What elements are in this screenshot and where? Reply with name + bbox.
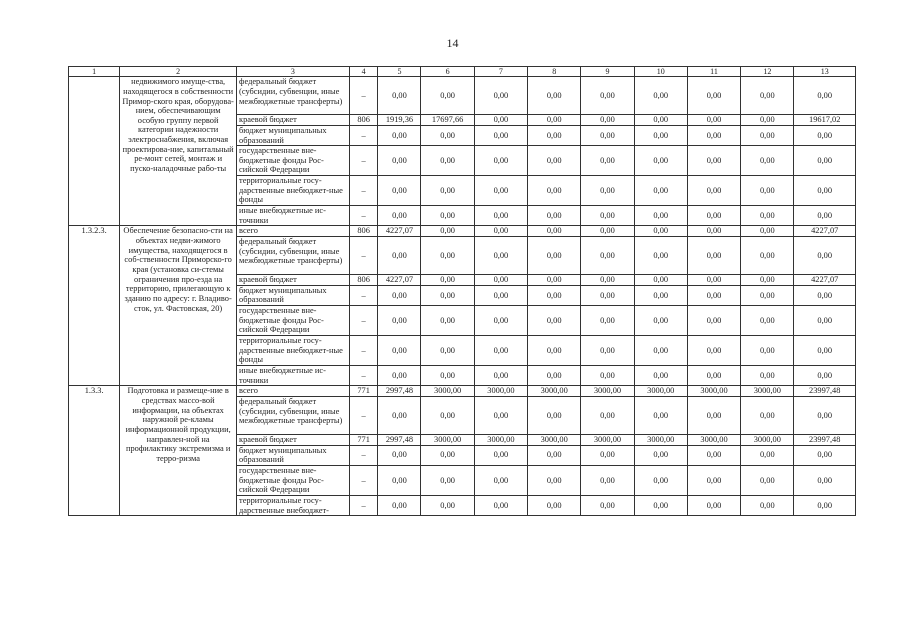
amount-cell: 0,00 — [378, 237, 421, 275]
amount-cell: 0,00 — [581, 77, 634, 115]
amount-cell: 0,00 — [421, 176, 474, 206]
amount-cell: 0,00 — [634, 237, 687, 275]
amount-cell: 0,00 — [474, 146, 527, 176]
amount-cell: 0,00 — [741, 146, 794, 176]
amount-cell: 0,00 — [528, 275, 581, 286]
amount-cell: 0,00 — [378, 125, 421, 145]
amount-cell: 0,00 — [634, 176, 687, 206]
amount-cell: 0,00 — [528, 465, 581, 495]
amount-cell: 0,00 — [474, 77, 527, 115]
column-header: 3 — [237, 67, 350, 77]
amount-cell: 0,00 — [581, 396, 634, 434]
amount-cell: 0,00 — [378, 306, 421, 336]
amount-cell: 0,00 — [421, 146, 474, 176]
amount-cell: 0,00 — [474, 306, 527, 336]
amount-cell: 0,00 — [581, 237, 634, 275]
amount-cell: 0,00 — [474, 465, 527, 495]
amount-cell: 0,00 — [794, 445, 856, 465]
item-description: недвижимого имуще-ства, находящегося в собственности Примор-ского края, оборудова-нием, обеспечивающим особую группу первой категории надежности электроснабжения, включая проектирова-ние, капитальный ре-монт сетей, монтаж и пуско-наладочные рабо-ты — [120, 77, 237, 226]
amount-cell: 3000,00 — [741, 434, 794, 445]
funding-source: федеральный бюджет (субсидии, субвенции, иные межбюджетные трансферты) — [237, 237, 350, 275]
amount-cell: 0,00 — [474, 237, 527, 275]
amount-cell: 0,00 — [687, 336, 740, 366]
amount-cell: 0,00 — [581, 226, 634, 237]
funding-source: краевой бюджет — [237, 275, 350, 286]
column-header: 4 — [349, 67, 378, 77]
item-description: Обеспечение безопасно-сти на объектах недви-жимого имущества, находящегося в соб-ственности Приморско-го края (установка си-стемы ограничения про-езда на территорию, прилегающую к зданию по адресу: г. Владиво-сток, ул. Фастовская, 20) — [120, 226, 237, 386]
amount-cell: 3000,00 — [687, 386, 740, 397]
amount-cell: 0,00 — [741, 206, 794, 226]
amount-cell: 0,00 — [528, 285, 581, 305]
amount-cell: – — [349, 465, 378, 495]
amount-cell: 0,00 — [378, 176, 421, 206]
amount-cell: 0,00 — [581, 285, 634, 305]
amount-cell: 0,00 — [794, 237, 856, 275]
funding-source: территориальные госу-дарственные внебюджет-ные фонды — [237, 176, 350, 206]
amount-cell: 0,00 — [378, 396, 421, 434]
amount-cell: 0,00 — [741, 336, 794, 366]
amount-cell: 0,00 — [634, 275, 687, 286]
amount-cell: 1919,36 — [378, 115, 421, 126]
funding-source: государственные вне-бюджетные фонды Рос-сийской Федерации — [237, 146, 350, 176]
table-row — [69, 226, 856, 237]
amount-cell: 3000,00 — [634, 434, 687, 445]
amount-cell: 0,00 — [528, 365, 581, 385]
amount-cell: 0,00 — [474, 125, 527, 145]
amount-cell: 0,00 — [421, 285, 474, 305]
amount-cell: 0,00 — [687, 146, 740, 176]
amount-cell: 0,00 — [634, 445, 687, 465]
amount-cell: 2997,48 — [378, 386, 421, 397]
amount-cell: 3000,00 — [581, 434, 634, 445]
column-header: 11 — [687, 67, 740, 77]
funding-source: бюджет муниципальных образований — [237, 285, 350, 305]
amount-cell: 0,00 — [528, 306, 581, 336]
amount-cell: 3000,00 — [421, 434, 474, 445]
column-header: 1 — [69, 67, 120, 77]
amount-cell: 0,00 — [794, 77, 856, 115]
amount-cell: – — [349, 125, 378, 145]
amount-cell: 0,00 — [794, 285, 856, 305]
amount-cell: – — [349, 365, 378, 385]
amount-cell: 0,00 — [528, 77, 581, 115]
amount-cell: 0,00 — [421, 306, 474, 336]
item-code — [69, 77, 120, 226]
amount-cell: 0,00 — [687, 365, 740, 385]
funding-source: территориальные госу-дарственные внебюджет- — [237, 495, 350, 515]
amount-cell: 0,00 — [474, 176, 527, 206]
amount-cell: 0,00 — [687, 206, 740, 226]
amount-cell: 0,00 — [794, 336, 856, 366]
amount-cell: 0,00 — [421, 206, 474, 226]
amount-cell: 0,00 — [634, 396, 687, 434]
amount-cell: 806 — [349, 226, 378, 237]
amount-cell: – — [349, 176, 378, 206]
amount-cell: 0,00 — [634, 285, 687, 305]
column-header: 8 — [528, 67, 581, 77]
amount-cell: 0,00 — [634, 206, 687, 226]
column-header: 5 — [378, 67, 421, 77]
amount-cell: 0,00 — [474, 396, 527, 434]
amount-cell: 0,00 — [528, 206, 581, 226]
funding-source: федеральный бюджет (субсидии, субвенции, иные межбюджетные трансферты) — [237, 396, 350, 434]
amount-cell: 0,00 — [528, 445, 581, 465]
amount-cell: 0,00 — [378, 495, 421, 515]
amount-cell: 0,00 — [581, 495, 634, 515]
amount-cell: 0,00 — [634, 336, 687, 366]
column-header: 7 — [474, 67, 527, 77]
item-description: Подготовка и размеще-ние в средствах массо-вой информации, на объектах наружной ре-кламы информационной продукции, направлен-ной на профилактику экстремизма и терро-ризма — [120, 386, 237, 516]
amount-cell: 0,00 — [421, 396, 474, 434]
amount-cell: 0,00 — [741, 77, 794, 115]
amount-cell: 806 — [349, 275, 378, 286]
amount-cell: 0,00 — [634, 465, 687, 495]
amount-cell: 0,00 — [421, 336, 474, 366]
amount-cell: 3000,00 — [634, 386, 687, 397]
amount-cell: 0,00 — [794, 146, 856, 176]
amount-cell: 0,00 — [581, 365, 634, 385]
amount-cell: – — [349, 285, 378, 305]
amount-cell: 0,00 — [687, 495, 740, 515]
funding-source: краевой бюджет — [237, 434, 350, 445]
amount-cell: 0,00 — [378, 206, 421, 226]
amount-cell: 0,00 — [634, 306, 687, 336]
amount-cell: 0,00 — [528, 176, 581, 206]
column-header: 9 — [581, 67, 634, 77]
funding-source: территориальные госу-дарственные внебюджет-ные фонды — [237, 336, 350, 366]
amount-cell: 0,00 — [741, 176, 794, 206]
amount-cell: 0,00 — [634, 495, 687, 515]
amount-cell: 0,00 — [474, 336, 527, 366]
item-code: 1.3.2.3. — [69, 226, 120, 386]
funding-source: федеральный бюджет (субсидии, субвенции, иные межбюджетные трансферты) — [237, 77, 350, 115]
amount-cell: 0,00 — [378, 146, 421, 176]
amount-cell: 0,00 — [421, 445, 474, 465]
amount-cell: – — [349, 237, 378, 275]
column-header: 2 — [120, 67, 237, 77]
amount-cell: 0,00 — [528, 125, 581, 145]
amount-cell: 0,00 — [687, 125, 740, 145]
amount-cell: – — [349, 77, 378, 115]
amount-cell: 0,00 — [794, 365, 856, 385]
amount-cell: 0,00 — [528, 146, 581, 176]
funding-source: иные внебюджетные ис-точники — [237, 206, 350, 226]
amount-cell: 0,00 — [634, 226, 687, 237]
amount-cell: 0,00 — [687, 465, 740, 495]
amount-cell: 0,00 — [421, 77, 474, 115]
amount-cell: 0,00 — [794, 396, 856, 434]
amount-cell: 0,00 — [378, 465, 421, 495]
amount-cell: 0,00 — [794, 176, 856, 206]
amount-cell: 0,00 — [581, 306, 634, 336]
amount-cell: 3000,00 — [581, 386, 634, 397]
amount-cell: – — [349, 336, 378, 366]
funding-source: всего — [237, 386, 350, 397]
amount-cell: 0,00 — [581, 125, 634, 145]
amount-cell: 2997,48 — [378, 434, 421, 445]
table-row — [69, 386, 856, 397]
amount-cell: 3000,00 — [741, 386, 794, 397]
funding-source: всего — [237, 226, 350, 237]
amount-cell: 0,00 — [687, 445, 740, 465]
amount-cell: 0,00 — [687, 115, 740, 126]
amount-cell: – — [349, 396, 378, 434]
amount-cell: 3000,00 — [528, 386, 581, 397]
amount-cell: 0,00 — [474, 206, 527, 226]
amount-cell: 0,00 — [528, 237, 581, 275]
amount-cell: 19617,02 — [794, 115, 856, 126]
amount-cell: 0,00 — [794, 206, 856, 226]
amount-cell: 0,00 — [741, 396, 794, 434]
amount-cell: 0,00 — [474, 365, 527, 385]
funding-source: государственные вне-бюджетные фонды Рос-сийской Федерации — [237, 465, 350, 495]
amount-cell: 0,00 — [741, 445, 794, 465]
amount-cell: 0,00 — [741, 306, 794, 336]
amount-cell: 0,00 — [581, 465, 634, 495]
amount-cell: – — [349, 206, 378, 226]
amount-cell: 4227,07 — [378, 226, 421, 237]
amount-cell: 4227,07 — [378, 275, 421, 286]
amount-cell: 0,00 — [474, 285, 527, 305]
amount-cell: 0,00 — [528, 115, 581, 126]
amount-cell: 0,00 — [474, 226, 527, 237]
amount-cell: 23997,48 — [794, 434, 856, 445]
amount-cell: 806 — [349, 115, 378, 126]
amount-cell: 0,00 — [378, 445, 421, 465]
funding-source: иные внебюджетные ис-точники — [237, 365, 350, 385]
amount-cell: 17697,66 — [421, 115, 474, 126]
amount-cell: 0,00 — [581, 115, 634, 126]
amount-cell: 0,00 — [687, 77, 740, 115]
item-code: 1.3.3. — [69, 386, 120, 516]
amount-cell: 0,00 — [581, 206, 634, 226]
amount-cell: 0,00 — [741, 226, 794, 237]
amount-cell: 0,00 — [378, 365, 421, 385]
amount-cell: – — [349, 306, 378, 336]
amount-cell: 0,00 — [634, 146, 687, 176]
amount-cell: 3000,00 — [474, 386, 527, 397]
amount-cell: 0,00 — [794, 125, 856, 145]
amount-cell: 771 — [349, 434, 378, 445]
amount-cell: 0,00 — [421, 226, 474, 237]
amount-cell: 0,00 — [634, 365, 687, 385]
funding-source: краевой бюджет — [237, 115, 350, 126]
amount-cell: 0,00 — [634, 125, 687, 145]
amount-cell: 0,00 — [794, 465, 856, 495]
amount-cell: 0,00 — [741, 115, 794, 126]
amount-cell: – — [349, 495, 378, 515]
amount-cell: 0,00 — [687, 306, 740, 336]
amount-cell: 0,00 — [687, 275, 740, 286]
amount-cell: 0,00 — [421, 465, 474, 495]
column-header: 13 — [794, 67, 856, 77]
amount-cell: 0,00 — [741, 125, 794, 145]
amount-cell: 4227,07 — [794, 275, 856, 286]
amount-cell: 0,00 — [794, 495, 856, 515]
column-header: 12 — [741, 67, 794, 77]
column-header: 10 — [634, 67, 687, 77]
amount-cell: 771 — [349, 386, 378, 397]
amount-cell: 0,00 — [581, 445, 634, 465]
amount-cell: 0,00 — [687, 285, 740, 305]
amount-cell: 0,00 — [474, 495, 527, 515]
amount-cell: 0,00 — [378, 336, 421, 366]
column-header: 6 — [421, 67, 474, 77]
amount-cell: 0,00 — [421, 365, 474, 385]
amount-cell: 0,00 — [581, 336, 634, 366]
amount-cell: 0,00 — [581, 275, 634, 286]
amount-cell: 0,00 — [421, 495, 474, 515]
amount-cell: 0,00 — [634, 77, 687, 115]
funding-source: бюджет муниципальных образований — [237, 445, 350, 465]
amount-cell: 0,00 — [741, 365, 794, 385]
amount-cell: 3000,00 — [421, 386, 474, 397]
amount-cell: 3000,00 — [687, 434, 740, 445]
amount-cell: 23997,48 — [794, 386, 856, 397]
amount-cell: 0,00 — [421, 237, 474, 275]
amount-cell: – — [349, 445, 378, 465]
amount-cell: 0,00 — [474, 445, 527, 465]
page-number: 14 — [446, 36, 459, 50]
funding-source: бюджет муниципальных образований — [237, 125, 350, 145]
amount-cell: 4227,07 — [794, 226, 856, 237]
amount-cell: 0,00 — [378, 285, 421, 305]
amount-cell: 0,00 — [528, 495, 581, 515]
amount-cell: 0,00 — [421, 275, 474, 286]
amount-cell: 0,00 — [741, 495, 794, 515]
budget-table — [68, 66, 856, 516]
amount-cell: 0,00 — [421, 125, 474, 145]
amount-cell: 0,00 — [634, 115, 687, 126]
amount-cell: 0,00 — [528, 226, 581, 237]
amount-cell: 0,00 — [794, 306, 856, 336]
amount-cell: 0,00 — [474, 115, 527, 126]
amount-cell: 0,00 — [687, 176, 740, 206]
amount-cell: 3000,00 — [528, 434, 581, 445]
header-row — [69, 67, 856, 77]
amount-cell: 0,00 — [741, 275, 794, 286]
amount-cell: 0,00 — [687, 237, 740, 275]
table-row — [69, 77, 856, 115]
amount-cell: 0,00 — [581, 176, 634, 206]
amount-cell: – — [349, 146, 378, 176]
amount-cell: 0,00 — [474, 275, 527, 286]
funding-source: государственные вне-бюджетные фонды Рос-сийской Федерации — [237, 306, 350, 336]
amount-cell: 3000,00 — [474, 434, 527, 445]
amount-cell: 0,00 — [741, 285, 794, 305]
amount-cell: 0,00 — [528, 396, 581, 434]
amount-cell: 0,00 — [741, 465, 794, 495]
amount-cell: 0,00 — [741, 237, 794, 275]
amount-cell: 0,00 — [581, 146, 634, 176]
amount-cell: 0,00 — [378, 77, 421, 115]
amount-cell: 0,00 — [687, 396, 740, 434]
amount-cell: 0,00 — [687, 226, 740, 237]
amount-cell: 0,00 — [528, 336, 581, 366]
